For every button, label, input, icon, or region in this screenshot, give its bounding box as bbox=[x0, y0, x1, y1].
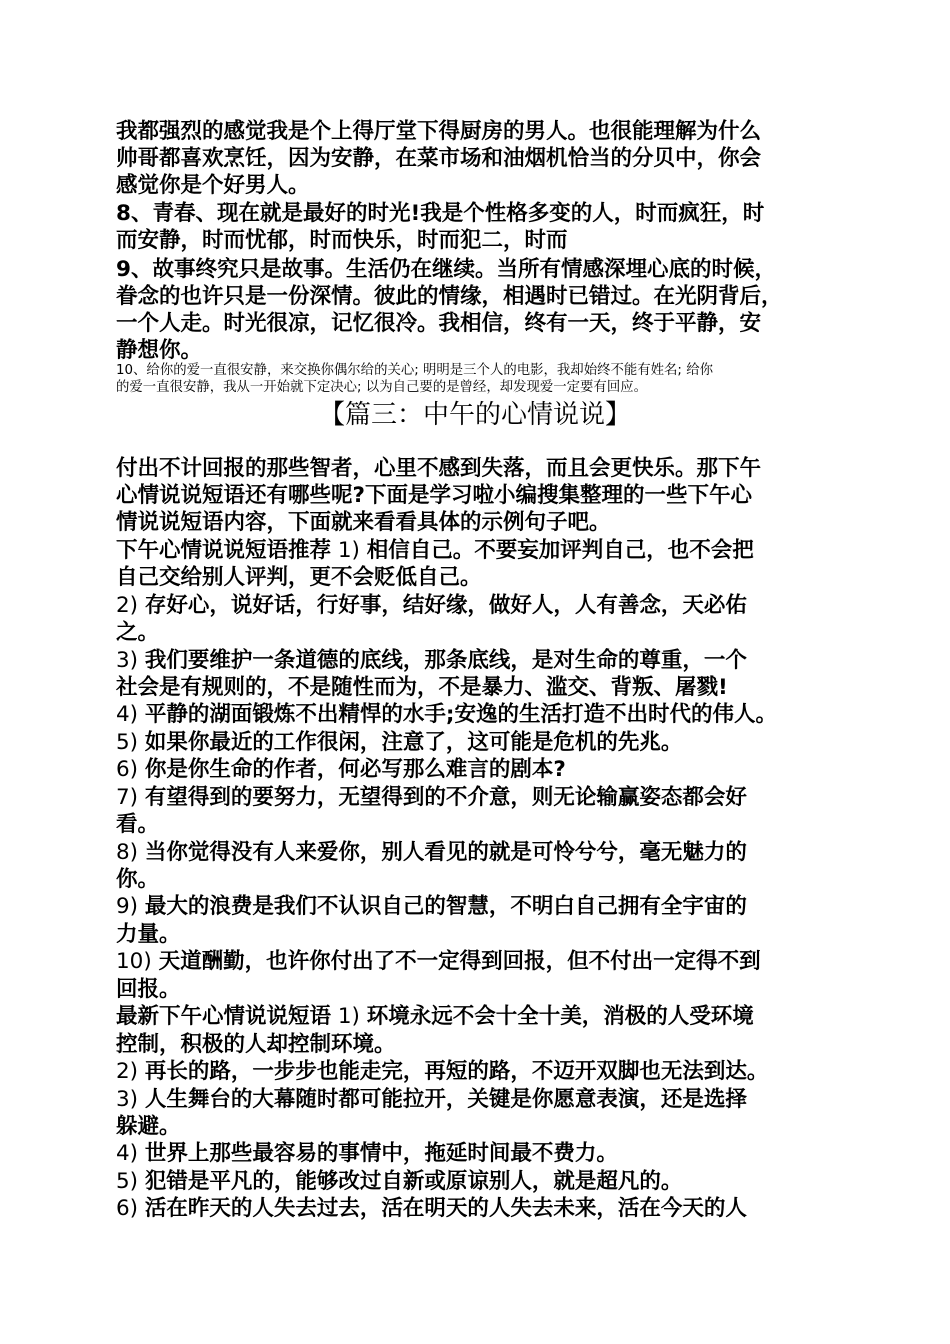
item-text: 天道酬勤，也许你付出了不一定得到回报，但不付出一定得不到 bbox=[158, 949, 761, 974]
item-text: 平静的湖面锻炼不出精悍的水手;安逸的生活打造不出时代的伟人。 bbox=[144, 702, 778, 727]
item-text: 世界上那些最容易的事情中，拖延时间最不费力。 bbox=[144, 1141, 618, 1166]
text-line bbox=[116, 537, 846, 564]
text-line: 控制，积极的人却控制环境。 bbox=[116, 1032, 396, 1057]
text-line: 躲避。 bbox=[116, 1114, 181, 1139]
text-line: 看。 bbox=[116, 812, 160, 837]
item-number: 10) bbox=[116, 949, 159, 974]
item-number: 1) bbox=[331, 1004, 367, 1029]
item-text: 存好心，说好话，行好事，结好缘，做好人，人有善念，天必佑 bbox=[144, 593, 747, 618]
text-line: 帅哥都喜欢烹饪，因为安静，在菜市场和油烟机恰当的分贝中，你会 bbox=[116, 146, 762, 171]
item-number: 6) bbox=[116, 1196, 145, 1221]
text-line bbox=[116, 1195, 846, 1222]
text-line bbox=[116, 1003, 846, 1030]
item-number: 5) bbox=[116, 1169, 145, 1194]
subheading-label: 下午心情说说短语推荐 bbox=[116, 538, 332, 563]
item-text: 相信自己。不要妄加评判自己，也不会把 bbox=[366, 538, 754, 563]
item-number: 8) bbox=[116, 840, 145, 865]
item-text: 环境永远不会十全十美，消极的人受环境 bbox=[366, 1004, 754, 1029]
text-line: 而安静，时而忧郁，时而快乐，时而犯二，时而 bbox=[116, 228, 568, 253]
text-line bbox=[116, 729, 846, 756]
item-number: 9) bbox=[116, 894, 145, 919]
item-text: 你是你生命的作者，何必写那么难言的剧本? bbox=[144, 757, 566, 782]
text-line: 力量。 bbox=[116, 922, 181, 947]
item-number: 4) bbox=[116, 1141, 145, 1166]
section-heading: 【篇三：中午的心情说说】 bbox=[318, 400, 631, 430]
text-line bbox=[116, 756, 846, 783]
text-line: 一个人走。时光很凉，记忆很冷。我相信，终有一天，终于平静，安 bbox=[116, 311, 762, 336]
text-line: 回报。 bbox=[116, 977, 181, 1002]
text-line bbox=[116, 784, 846, 811]
text-line bbox=[116, 893, 846, 920]
item-number: 2) bbox=[116, 1059, 145, 1084]
item-number: 7) bbox=[116, 785, 145, 810]
item-number: 4) bbox=[116, 702, 145, 727]
item-text: 犯错是平凡的，能够改过自新或原谅别人，就是超凡的。 bbox=[144, 1169, 683, 1194]
text-line bbox=[116, 592, 846, 619]
text-line: 眷念的也许只是一份深情。彼此的情缘，相遇时已错过。在光阴背后， bbox=[116, 284, 783, 309]
item-number: 5) bbox=[116, 730, 145, 755]
subheading-label: 最新下午心情说说短语 bbox=[116, 1004, 332, 1029]
text-line bbox=[116, 1168, 846, 1195]
text-line: 你。 bbox=[116, 867, 160, 892]
item-number: 3) bbox=[116, 1087, 145, 1112]
text-line bbox=[116, 1140, 846, 1167]
item-text: 我们要维护一条道德的底线，那条底线，是对生命的尊重，一个 bbox=[144, 648, 747, 673]
small-text-line: 的爱一直很安静，我从一开始就下定决心; 以为自己要的是曾经，却发现爱一定要有回应。 bbox=[116, 380, 647, 395]
item-text: 再长的路，一步步也能走完，再短的路，不迈开双脚也无法到达。 bbox=[144, 1059, 769, 1084]
item-text: 活在昨天的人失去过去，活在明天的人失去未来，活在今天的人 bbox=[144, 1196, 747, 1221]
item-text: 当你觉得没有人来爱你，别人看见的就是可怜兮兮，毫无魅力的 bbox=[144, 840, 747, 865]
text-line: 情说说短语内容，下面就来看看具体的示例句子吧。 bbox=[116, 510, 611, 535]
text-line: 自己交给别人评判，更不会贬低自己。 bbox=[116, 565, 482, 590]
text-line: 我都强烈的感觉我是个上得厅堂下得厨房的男人。也很能理解为什么 bbox=[116, 119, 762, 144]
text-line bbox=[116, 701, 846, 728]
text-line bbox=[116, 1086, 846, 1113]
text-line: 之。 bbox=[116, 620, 160, 645]
small-text-line: 10、给你的爱一直很安静，来交换你偶尔给的关心; 明明是三个人的电影，我却始终不能有姓名; 给你 bbox=[116, 363, 713, 378]
text-line: 心情说说短语还有哪些呢?下面是学习啦小编搜集整理的一些下午心 bbox=[116, 483, 752, 508]
item-text: 最大的浪费是我们不认识自己的智慧，不明白自己拥有全宇宙的 bbox=[144, 894, 747, 919]
item-text: 人生舞台的大幕随时都可能拉开，关键是你愿意表演，还是选择 bbox=[144, 1087, 747, 1112]
text-line: 付出不计回报的那些智者，心里不感到失落，而且会更快乐。那下午 bbox=[116, 456, 762, 481]
text-line bbox=[116, 839, 846, 866]
text-line bbox=[116, 647, 846, 674]
text-line: 社会是有规则的，不是随性而为，不是暴力、滥交、背叛、屠戮! bbox=[116, 675, 728, 700]
text-line bbox=[116, 1058, 846, 1085]
text-line: 9、故事终究只是故事。生活仍在继续。当所有情感深埋心底的时候， bbox=[116, 257, 776, 282]
item-number: 3) bbox=[116, 648, 145, 673]
text-line: 感觉你是个好男人。 bbox=[116, 173, 310, 198]
text-line bbox=[116, 948, 846, 975]
item-number: 1) bbox=[331, 538, 367, 563]
item-text: 有望得到的要努力，无望得到的不介意，则无论输赢姿态都会好 bbox=[144, 785, 747, 810]
item-number: 6) bbox=[116, 757, 145, 782]
item-text: 如果你最近的工作很闲，注意了，这可能是危机的先兆。 bbox=[144, 730, 683, 755]
text-line: 8、青春、现在就是最好的时光!我是个性格多变的人，时而疯狂，时 bbox=[116, 201, 765, 226]
item-number: 2) bbox=[116, 593, 145, 618]
text-line: 静想你。 bbox=[116, 338, 203, 363]
